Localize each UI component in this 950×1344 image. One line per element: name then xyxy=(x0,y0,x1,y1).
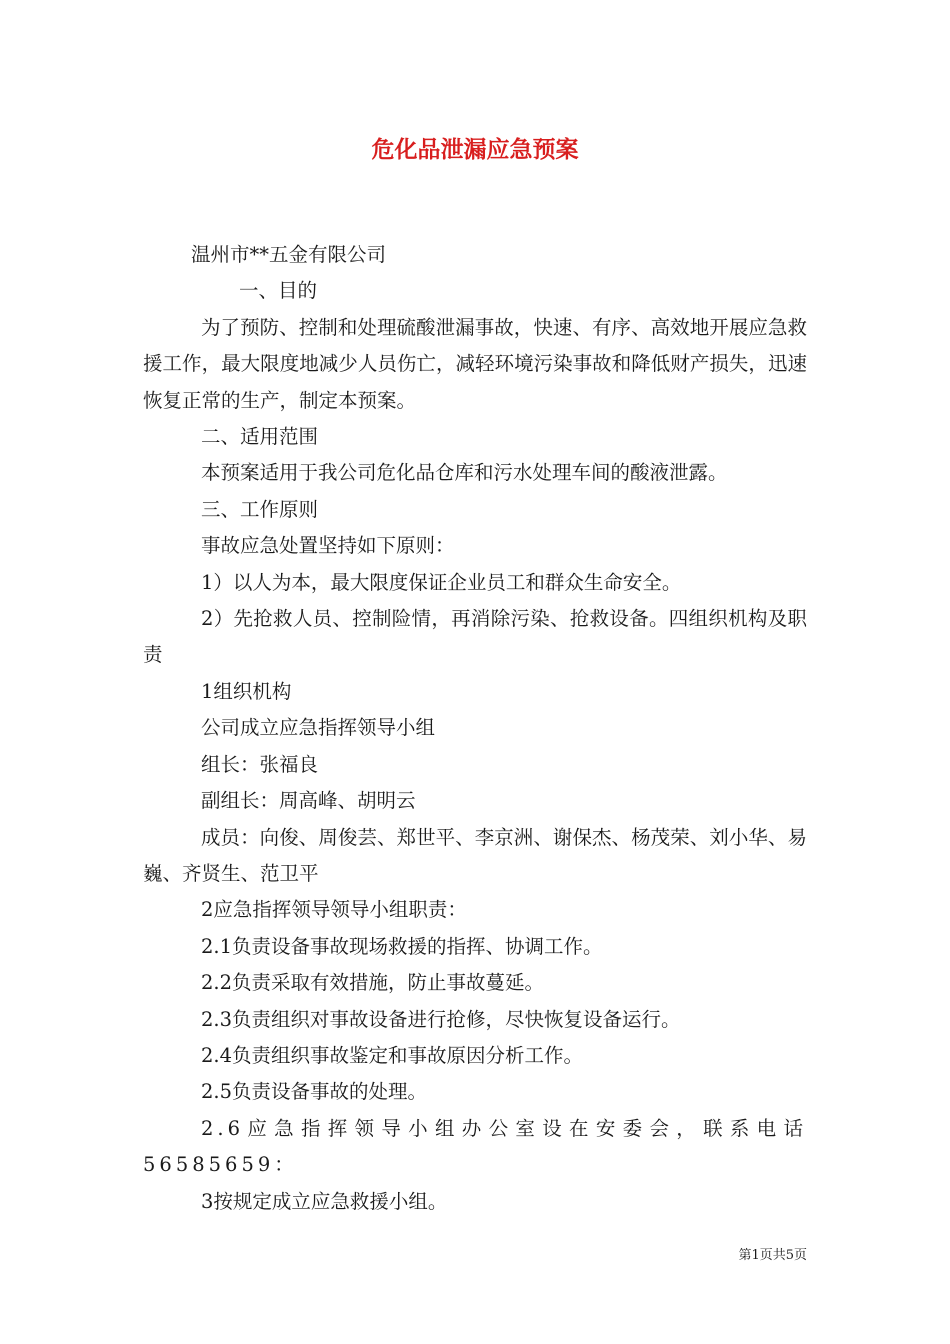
principle-item-2: 2）先抢救人员、控制险情，再消除污染、抢救设备。四组织机构及职责 xyxy=(143,607,807,667)
page-number: 第1页共5页 xyxy=(738,1248,807,1263)
document-body xyxy=(143,237,807,1220)
duty-item-2-5: 2.5负责设备事故的处理。 xyxy=(201,1080,428,1104)
duty-item-2-6: 2.6应急指挥领导小组办公室设在安委会，联系电话56585659： xyxy=(143,1116,807,1177)
subsection-heading-rescue-team: 3按规定成立应急救援小组。 xyxy=(201,1189,448,1213)
principle-item-1: 1）以人为本，最大限度保证企业员工和群众生命安全。 xyxy=(201,570,682,594)
section-heading-purpose: 一、目的 xyxy=(239,279,318,303)
subsection-heading-duties: 2应急指挥领导领导小组职责： xyxy=(201,898,467,922)
team-leader: 组长：张福良 xyxy=(201,752,319,776)
section-heading-principles: 三、工作原则 xyxy=(201,497,319,521)
company-name: 温州市**五金有限公司 xyxy=(191,243,387,266)
deputy-leaders: 副组长：周高峰、胡明云 xyxy=(201,789,416,813)
paragraph-organization: 公司成立应急指挥领导小组 xyxy=(201,716,436,740)
page-title: 危化品泄漏应急预案 xyxy=(371,136,579,163)
duty-item-2-4: 2.4负责组织事故鉴定和事故原因分析工作。 xyxy=(201,1043,584,1067)
paragraph-scope: 本预案适用于我公司危化品仓库和污水处理车间的酸液泄露。 xyxy=(201,461,728,485)
duty-item-2-3: 2.3负责组织对事故设备进行抢修，尽快恢复设备运行。 xyxy=(201,1007,681,1031)
team-members: 成员：向俊、周俊芸、郑世平、李京洲、谢保杰、杨茂荣、刘小华、易巍、齐贤生、范卫平 xyxy=(143,825,807,885)
paragraph-principles-intro: 事故应急处置坚持如下原则： xyxy=(201,534,455,558)
duty-item-2-2: 2.2负责采取有效措施，防止事故蔓延。 xyxy=(201,971,545,995)
subsection-heading-organization: 1组织机构 xyxy=(201,679,292,703)
section-heading-scope: 二、适用范围 xyxy=(201,425,319,449)
paragraph-purpose: 为了预防、控制和处理硫酸泄漏事故，快速、有序、高效地开展应急救援工作，最大限度地减少人员伤亡，减轻环境污染事故和降低财产损失，迅速恢复正常的生产，制定本预案。 xyxy=(143,315,807,412)
duty-item-2-1: 2.1负责设备事故现场救援的指挥、协调工作。 xyxy=(201,934,603,958)
